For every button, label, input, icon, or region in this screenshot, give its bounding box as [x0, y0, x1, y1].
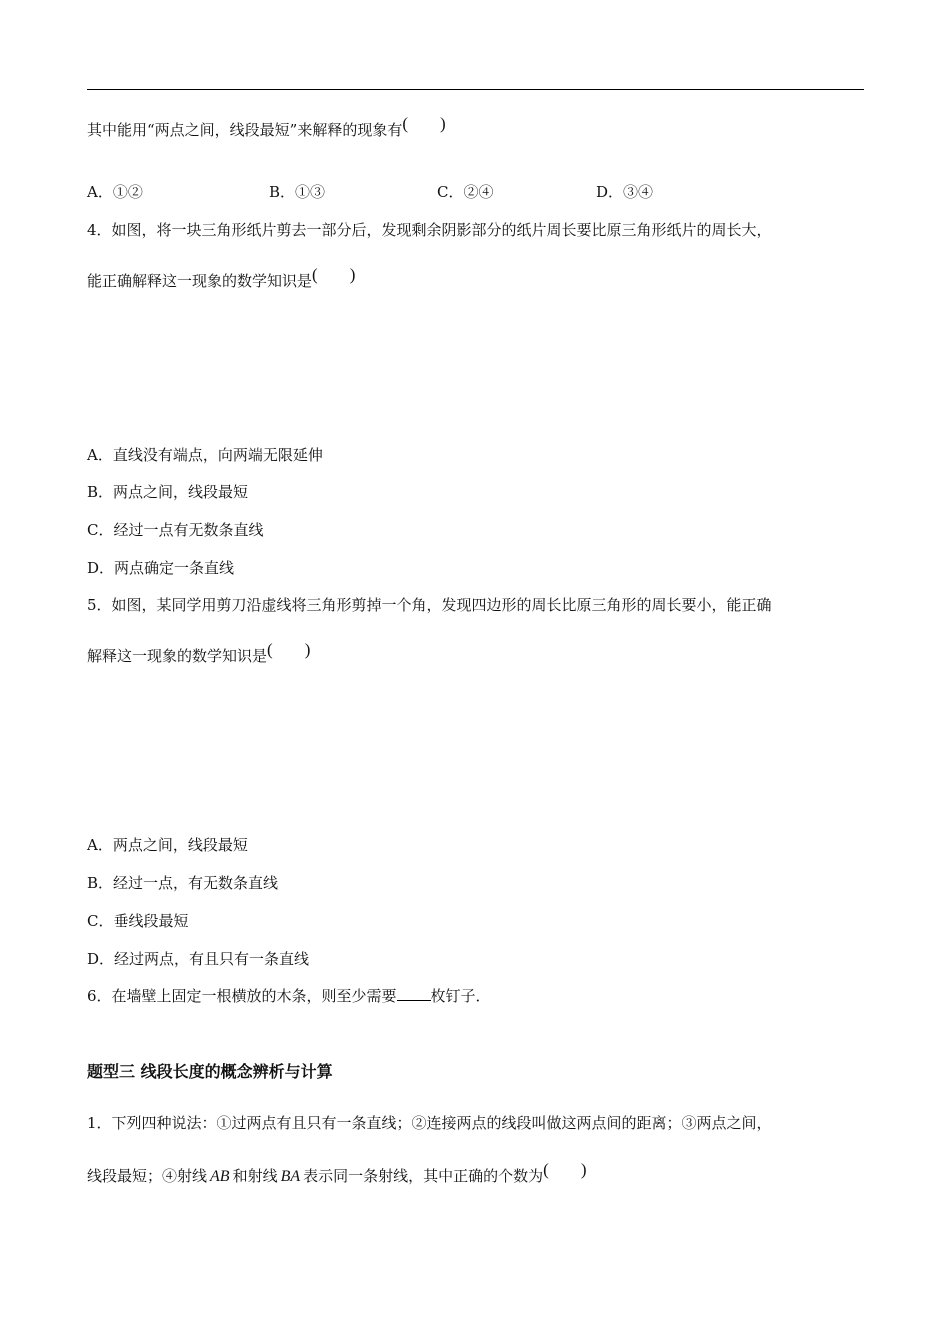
q3-stem [87, 114, 446, 140]
ray-ab-label: AB [210, 1168, 230, 1185]
q4-stem-line2 [87, 265, 356, 291]
q3-option-d: D．③④ [596, 183, 654, 201]
q5-answer-paren: ( ) [267, 640, 311, 659]
q4-answer-paren: ( ) [312, 265, 356, 284]
q5-option-b: B．经过一点，有无数条直线 [87, 874, 279, 892]
q4-option-c: C．经过一点有无数条直线 [87, 521, 264, 539]
q5-stem-line1: 5．如图，某同学用剪刀沿虚线将三角形剪掉一个角，发现四边形的周长比原三角形的周长要小，能正确 [87, 596, 772, 614]
section-heading: 题型三 线段长度的概念辨析与计算 [87, 1062, 333, 1081]
s3q1-stem-line2 [87, 1160, 587, 1187]
q4-stem-line2-text: 能正确解释这一现象的数学知识是 [87, 272, 313, 290]
q3-answer-paren: ( ) [402, 114, 446, 133]
q5-option-d: D．经过两点，有且只有一条直线 [87, 950, 310, 968]
q3-stem-text: 其中能用“两点之间，线段最短”来解释的现象有 [87, 121, 403, 139]
q5-option-a: A．两点之间，线段最短 [87, 836, 248, 854]
q6-text-before: 6．在墙壁上固定一根横放的木条，则至少需要 [87, 987, 397, 1005]
q4-stem-line1: 4．如图，将一块三角形纸片剪去一部分后，发现剩余阴影部分的纸片周长要比原三角形纸片的周长大， [87, 221, 772, 239]
q5-stem-line2 [87, 640, 311, 666]
q4-option-b: B．两点之间，线段最短 [87, 483, 249, 501]
q3-option-b: B．①③ [269, 183, 326, 201]
s3q1-text-b: 和射线 [232, 1167, 278, 1185]
s3q1-stem-line1: 1．下列四种说法：①过两点有且只有一条直线；②连接两点的线段叫做这两点间的距离；③两点之间， [87, 1114, 772, 1132]
q3-option-c: C．②④ [437, 183, 494, 201]
q5-option-c: C．垂线段最短 [87, 912, 189, 930]
q6-stem [87, 986, 491, 1006]
q4-option-d: D．两点确定一条直线 [87, 559, 235, 577]
q4-option-a: A．直线没有端点，向两端无限延伸 [87, 446, 323, 464]
header-rule [87, 89, 864, 90]
q6-fill-blank [397, 986, 431, 1001]
q6-text-after: 枚钉子． [430, 987, 491, 1005]
s3q1-text-a: 线段最短；④射线 [87, 1167, 208, 1185]
ray-ba-label: BA [280, 1168, 301, 1185]
q3-option-a: A．①② [87, 183, 143, 201]
s3q1-answer-paren: ( ) [543, 1160, 587, 1179]
s3q1-text-c: 表示同一条射线，其中正确的个数为 [303, 1167, 544, 1185]
q5-stem-line2-text: 解释这一现象的数学知识是 [87, 647, 268, 665]
